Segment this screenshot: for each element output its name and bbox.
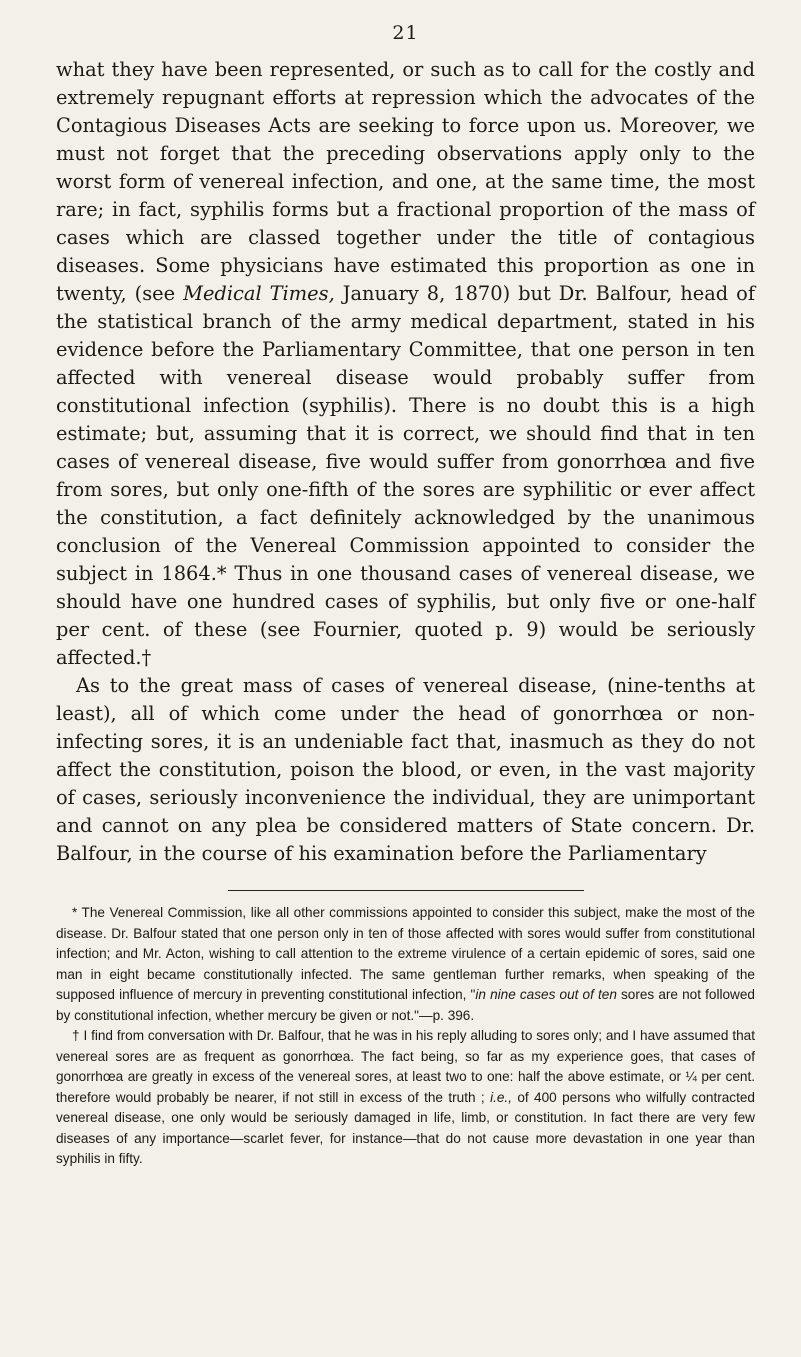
footnote-dagger-text-b: of 400 persons who wilfully contracted venereal disease, one only would be seriously damaged in life, limb, or constitution. In fact there are very few diseases of any importance—scarlet fever, for instance—that do not cause more devastation in one year than syphilis in fifty. [56,1089,755,1166]
footnote-star-italic: in nine cases out of ten [475,987,617,1002]
footnote-divider [228,890,584,891]
footnote-star-text-b: sores are not followed by constitutional infection, whether mercury be given or not."—p. 396. [56,987,755,1023]
footnote-dagger [56,1026,755,1170]
paragraph-1-text-b: January 8, 1870) but Dr. Balfour, head of the statistical branch of the army medical department, stated in his evidence before the Parliamentary Committee, that one person in ten affected with venereal disease would probably suffer from constitutional infection (syphilis). There is no doubt this is a high estimate; but, assuming that it is correct, we should find that in ten cases of venereal disease, five would suffer from gonorrhœa and five from sores, but only one-fifth of the sores are syphilitic or ever affect the constitution, a fact definitely acknowledged by the unanimous conclusion of the Venereal Commission appointed to consider the subject in 1864.* Thus in one thousand cases of venereal disease, we should have one hundred cases of syphilis, but only five or one-half per cent. of these (see Fournier, quoted p. 9) would be seriously affected.† [56,282,755,669]
paragraph-2: As to the great mass of cases of venereal disease, (nine-tenths at least), all of which come under the head of gonorrhœa or non-infecting sores, it is an undeniable fact that, inasmuch as they do not affect the constitution, poison the blood, or even, in the vast majority of cases, seriously inconvenience the individual, they are unimportant and cannot on any plea be considered matters of State concern. Dr. Balfour, in the course of his examination before the Parliamentary [56,674,755,865]
footnotes [56,903,755,1170]
paragraph-1-text-a: what they have been represented, or such as to call for the costly and extremely repugnant efforts at repression which the advocates of the Contagious Diseases Acts are seeking to force upon us. Moreover, we must not forget that the preceding observations apply only to the worst form of venereal infection, and one, at the same time, the most rare; in fact, syphilis forms but a fractional proportion of the mass of cases which are classed together under the title of contagious diseases. Some physicians have estimated this proportion as one in twenty, (see [56,58,755,305]
main-text [56,56,755,868]
footnote-star-text-a: * The Venereal Commission, like all other commissions appointed to consider this subject, make the most of the disease. Dr. Balfour stated that one person only in ten of those affected with sores would suffer from constitutional infection; and Mr. Acton, wishing to call attention to the extreme virulence of a certain epidemic of sores, said one man in eight became constitutionally infected. The same gentleman further remarks, when speaking of the supposed influence of mercury in preventing constitutional infection, " [56,905,755,1002]
paragraph-1 [56,56,755,672]
footnote-dagger-text-a: † I find from conversation with Dr. Balfour, that he was in his reply alluding to sores only; and I have assumed that venereal sores are as frequent as gonorrhœa. The fact being, so far as my experience goes, that cases of gonorrhœa are greatly in excess of the venereal sores, at least two to one: half the above estimate, or ¼ per cent. therefore would probably be nearer, if not still in excess of the truth ; [56,1028,755,1105]
journal-title: Medical Times, [183,282,335,305]
footnote-star [56,903,755,1026]
page-number: 21 [392,22,419,44]
footnote-dagger-italic: i.e., [490,1089,512,1105]
